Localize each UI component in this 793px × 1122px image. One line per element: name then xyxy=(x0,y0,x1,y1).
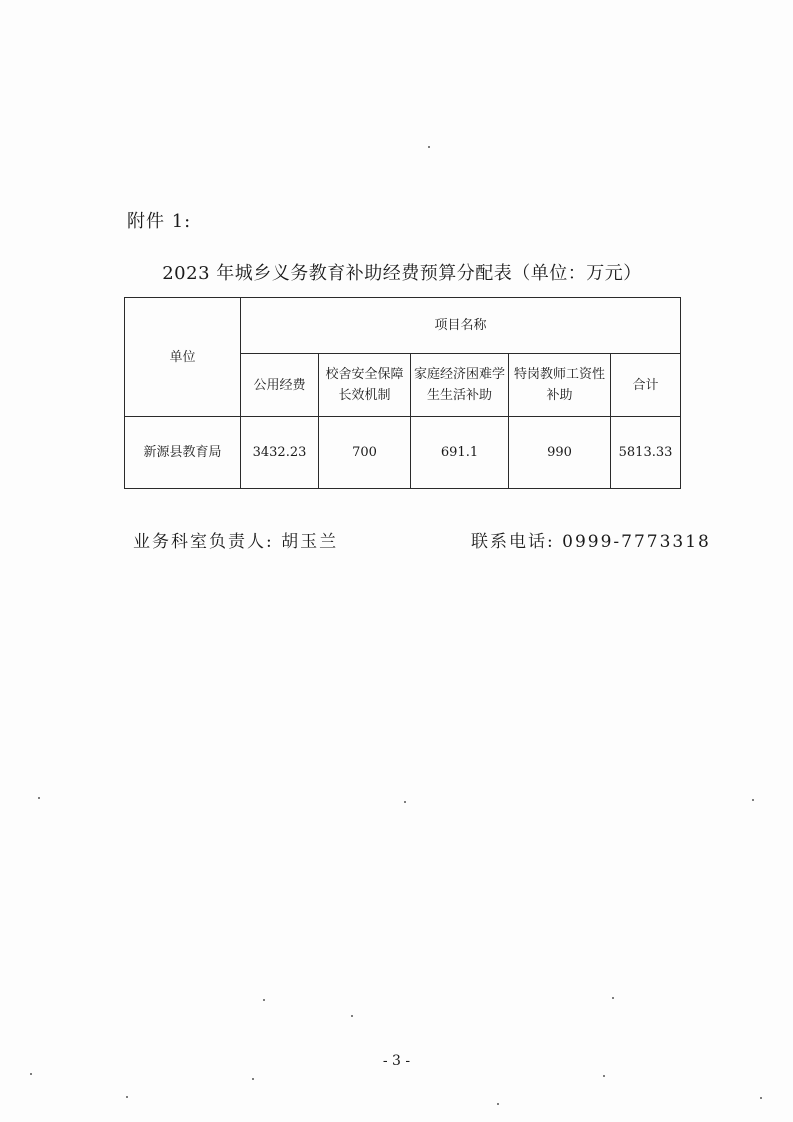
column-header-school-safety xyxy=(319,354,411,417)
unit-header: 单位 xyxy=(125,298,241,417)
value-cell: 990 xyxy=(509,417,611,489)
column-header-student-subsidy xyxy=(411,354,509,417)
scan-speck xyxy=(38,797,40,799)
total-cell: 5813.33 xyxy=(611,417,681,489)
scan-speck xyxy=(612,997,614,999)
column-header-public-funds xyxy=(241,354,319,417)
scan-speck xyxy=(263,999,265,1001)
column-header-label: 特岗教师工资性补助 xyxy=(513,367,605,403)
scan-speck xyxy=(760,1097,762,1099)
table-row xyxy=(125,417,681,489)
value-cell: 700 xyxy=(319,417,411,489)
column-header-teacher-subsidy xyxy=(509,354,611,417)
page-number: - 3 - xyxy=(382,1053,411,1069)
project-name-header: 项目名称 xyxy=(241,298,681,354)
scan-speck xyxy=(126,1096,128,1098)
attachment-label: 附件 1: xyxy=(127,211,192,232)
scan-speck xyxy=(252,1078,254,1080)
column-header-label: 家庭经济困难学生生活补助 xyxy=(413,367,505,403)
contact-phone: 联系电话: 0999-7773318 xyxy=(471,532,711,552)
unit-cell: 新源县教育局 xyxy=(125,417,241,489)
scan-speck xyxy=(497,1103,499,1105)
column-header-label: 校舍安全保障长效机制 xyxy=(325,367,404,403)
scan-speck xyxy=(351,1015,353,1017)
scan-speck xyxy=(404,801,406,803)
column-header-label: 公用经费 xyxy=(253,377,306,393)
column-header-label: 合计 xyxy=(632,377,659,393)
value-cell: 691.1 xyxy=(411,417,509,489)
value-cell: 3432.23 xyxy=(241,417,319,489)
budget-table xyxy=(124,297,681,489)
scan-speck xyxy=(603,1075,605,1077)
scan-speck xyxy=(30,1073,32,1075)
table-header-row-1 xyxy=(125,298,681,354)
document-title: 2023 年城乡义务教育补助经费预算分配表（单位：万元） xyxy=(162,263,642,284)
scan-speck xyxy=(428,146,430,148)
scan-speck xyxy=(752,799,754,801)
column-header-total xyxy=(611,354,681,417)
responsible-person: 业务科室负责人: 胡玉兰 xyxy=(133,532,339,552)
